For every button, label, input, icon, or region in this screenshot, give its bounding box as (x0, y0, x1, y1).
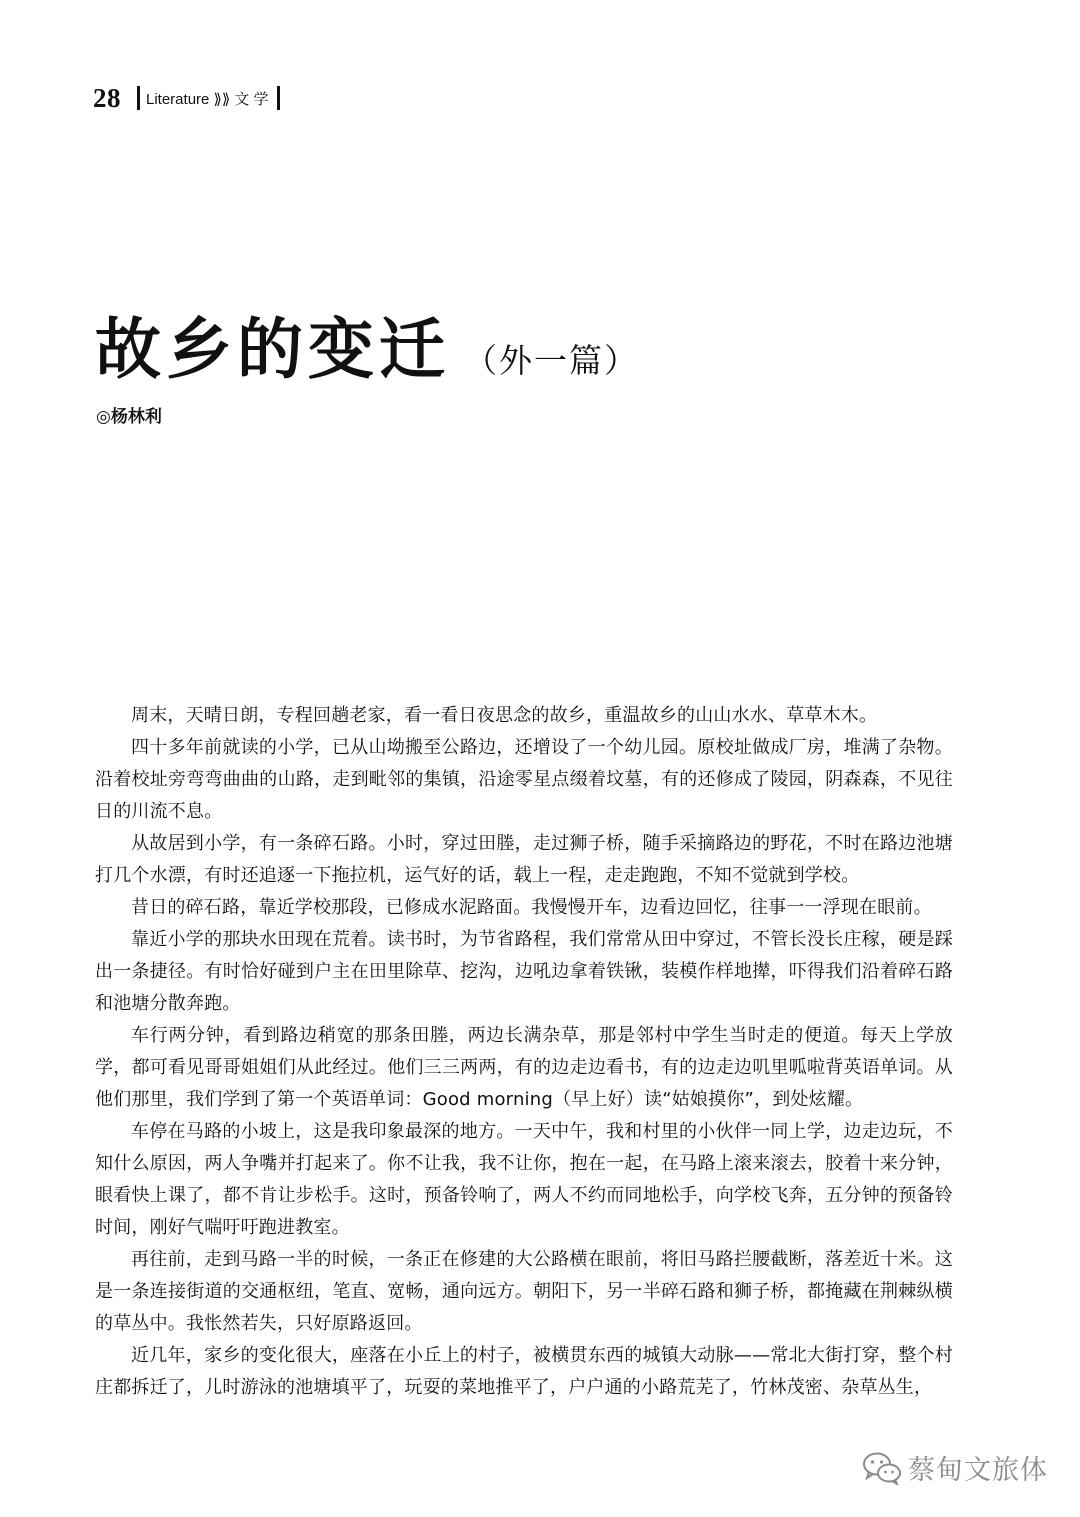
paragraph: 再往前，走到马路一半的时候，一条正在修建的大公路横在眼前，将旧马路拦腰截断，落差近十米。这是一条连接街道的交通枢纽，笔直、宽畅，通向远方。朝阳下，另一半碎石路和狮子桥，都掩藏在荆棘纵横的草丛中。我怅然若失，只好原路返回。 (95, 1249, 953, 1334)
header-divider-right (277, 86, 280, 110)
article-heading (95, 296, 639, 391)
article-subtitle: （外一篇） (464, 341, 639, 380)
watermark-text: 蔡甸文旅体 (908, 1455, 1048, 1486)
paragraph: 昔日的碎石路，靠近学校那段，已修成水泥路面。我慢慢开车，边看边回忆，往事一一浮现在眼前。 (131, 897, 932, 918)
article-author: ◎杨林利 (96, 407, 162, 427)
article-title: 故乡的变迁 (95, 310, 450, 388)
header-divider-left (137, 86, 140, 110)
paragraph: 周末，天晴日朗，专程回趟老家，看一看日夜思念的故乡，重温故乡的山山水水、草草木木。 (131, 705, 878, 726)
article-body (95, 700, 953, 1404)
paragraph: 近几年，家乡的变化很大，座落在小丘上的村子，被横贯东西的城镇大动脉——常北大街打穿，整个村庄都拆迁了，儿时游泳的池塘填平了，玩耍的菜地推平了，户户通的小路荒芜了，竹林茂密、杂草丛生， (95, 1345, 953, 1398)
paragraph: 靠近小学的那块水田现在荒着。读书时，为节省路程，我们常常从田中穿过，不管长没长庄稼，硬是踩出一条捷径。有时恰好碰到户主在田里除草、挖沟，边吼边拿着铁锹，装模作样地撵，吓得我们沿着碎石路和池塘分散奔跑。 (95, 929, 953, 1014)
section-label: Literature ⟫⟫ 文 学 (146, 90, 269, 108)
wechat-icon (862, 1451, 902, 1485)
watermark (862, 1448, 1048, 1487)
running-header (93, 82, 280, 114)
paragraph: 车行两分钟，看到路边稍宽的那条田塍，两边长满杂草，那是邻村中学生当时走的便道。每天上学放学，都可看见哥哥姐姐们从此经过。他们三三两两，有的边走边看书，有的边走边叽里呱啦背英语单词。从他们那里，我们学到了第一个英语单词：Good morning（早上好）读“姑娘摸你”，到处炫耀。 (95, 1025, 953, 1110)
paragraph: 从故居到小学，有一条碎石路。小时，穿过田塍，走过狮子桥，随手采摘路边的野花，不时在路边池塘打几个水漂，有时还追逐一下拖拉机，运气好的话，载上一程，走走跑跑，不知不觉就到学校。 (95, 833, 953, 886)
paragraph: 车停在马路的小坡上，这是我印象最深的地方。一天中午，我和村里的小伙伴一同上学，边走边玩，不知什么原因，两人争嘴并打起来了。你不让我，我不让你，抱在一起，在马路上滚来滚去，胶着十来分钟，眼看快上课了，都不肯让步松手。这时，预备铃响了，两人不约而同地松手，向学校飞奔，五分钟的预备铃时间，刚好气喘吁吁跑进教室。 (95, 1121, 953, 1238)
paragraph: 四十多年前就读的小学，已从山坳搬至公路边，还增设了一个幼儿园。原校址做成厂房，堆满了杂物。沿着校址旁弯弯曲曲的山路，走到毗邻的集镇，沿途零星点缀着坟墓，有的还修成了陵园，阴森森，不见往日的川流不息。 (95, 737, 953, 822)
page-number: 28 (93, 82, 121, 113)
